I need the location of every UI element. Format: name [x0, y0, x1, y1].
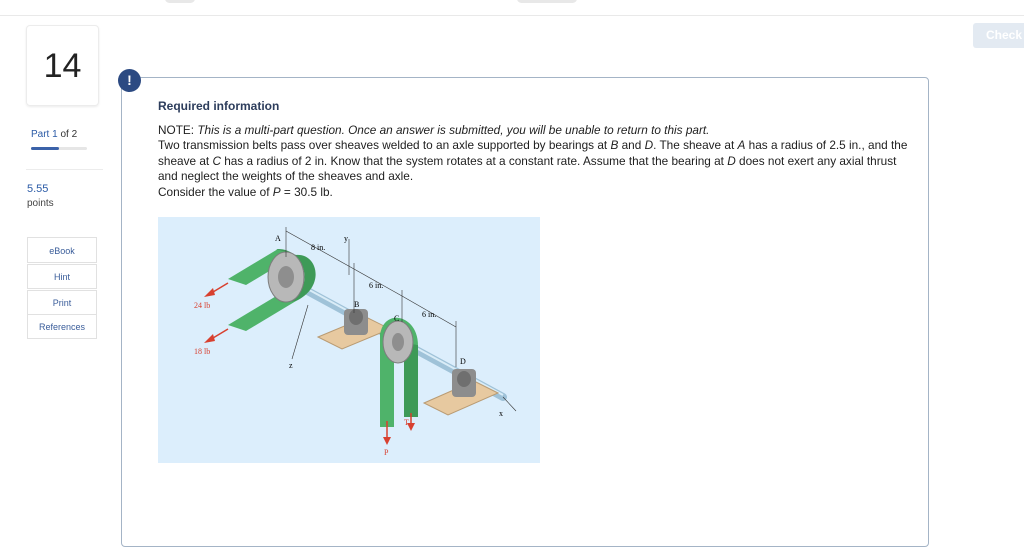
- bearing-d-bore: [457, 371, 471, 387]
- part-current: 1: [52, 129, 58, 140]
- var-B: B: [610, 138, 619, 153]
- check-button[interactable]: Check: [973, 23, 1024, 48]
- label-z: z: [289, 361, 293, 370]
- print-button[interactable]: Print: [27, 290, 97, 315]
- var-P: P: [272, 184, 281, 199]
- label-C: C: [394, 314, 400, 323]
- problem-text: and: [618, 138, 645, 153]
- problem-text: has a radius of 2.5 in., and the sheave at: [158, 138, 908, 168]
- var-D: D: [644, 138, 654, 153]
- problem-text: . The sheave at: [653, 138, 738, 153]
- label-A: A: [275, 234, 281, 243]
- force-18lb-arrow: [204, 334, 215, 343]
- top-tab-fragment: [517, 0, 577, 3]
- hint-button[interactable]: Hint: [27, 264, 97, 289]
- note-line: [158, 123, 908, 138]
- label-B: B: [354, 300, 360, 309]
- part-word: Part: [31, 129, 50, 140]
- label-dim-6in-1: 6 in.: [369, 281, 384, 290]
- x-axis: [503, 397, 516, 411]
- force-p-arrow: [383, 437, 391, 445]
- problem-text: does not exert any axial thrust and neglect the weights of the sheaves and axle.: [158, 153, 897, 184]
- bearing-b-bore: [349, 309, 363, 325]
- problem-text: Two transmission belts pass over sheaves welded to an axle supported by bearings at: [158, 138, 611, 153]
- z-axis: [292, 305, 308, 359]
- question-text: [158, 123, 908, 200]
- label-x: x: [499, 409, 503, 418]
- top-bar: [0, 0, 1024, 16]
- label-24lb: 24 lb: [194, 301, 211, 310]
- problem-paragraph: [158, 138, 908, 184]
- question-number: 14: [26, 25, 99, 106]
- divider: [26, 169, 103, 170]
- label-dim-8in: 8 in.: [311, 243, 326, 252]
- force-24lb-arrow: [204, 288, 215, 297]
- label-dim-6in-2: 6 in.: [422, 310, 437, 319]
- label-18lb: 18 lb: [194, 347, 211, 356]
- label-D: D: [460, 357, 466, 366]
- sheave-a-hub: [278, 266, 294, 288]
- var-D: D: [727, 153, 736, 168]
- alert-icon: !: [118, 69, 141, 92]
- part-total: of 2: [60, 129, 78, 140]
- note-text: This is a multi-part question. Once an answer is submitted, you will be unable to return to this part.: [197, 123, 710, 137]
- given-text: = 30.5 lb.: [280, 184, 333, 199]
- var-A: A: [737, 138, 746, 153]
- label-y: y: [344, 234, 348, 243]
- var-C: C: [212, 153, 221, 168]
- side-nav: [27, 237, 97, 338]
- points-block: [27, 183, 54, 209]
- points-value: 5.55: [27, 183, 49, 195]
- label-T: T: [404, 418, 409, 427]
- axle-sheave-figure: [158, 217, 540, 463]
- part-indicator: [31, 129, 77, 140]
- top-tab-fragment: [165, 0, 195, 3]
- figure-drawing: [158, 217, 540, 463]
- ebook-button[interactable]: eBook: [27, 237, 97, 263]
- note-prefix: NOTE:: [158, 123, 198, 137]
- references-button[interactable]: References: [27, 314, 97, 339]
- required-info-title: Required information: [158, 99, 280, 113]
- label-P: P: [384, 448, 389, 457]
- given-text: Consider the value of: [158, 184, 273, 199]
- sheave-c-hub: [392, 333, 404, 351]
- given-value-line: [158, 185, 908, 200]
- points-label: points: [27, 198, 54, 209]
- problem-text: has a radius of 2 in. Know that the system rotates at a constant rate. Assume that the bearing at: [220, 153, 728, 168]
- part-progress-bar: [31, 147, 87, 150]
- part-progress-fill: [31, 147, 59, 150]
